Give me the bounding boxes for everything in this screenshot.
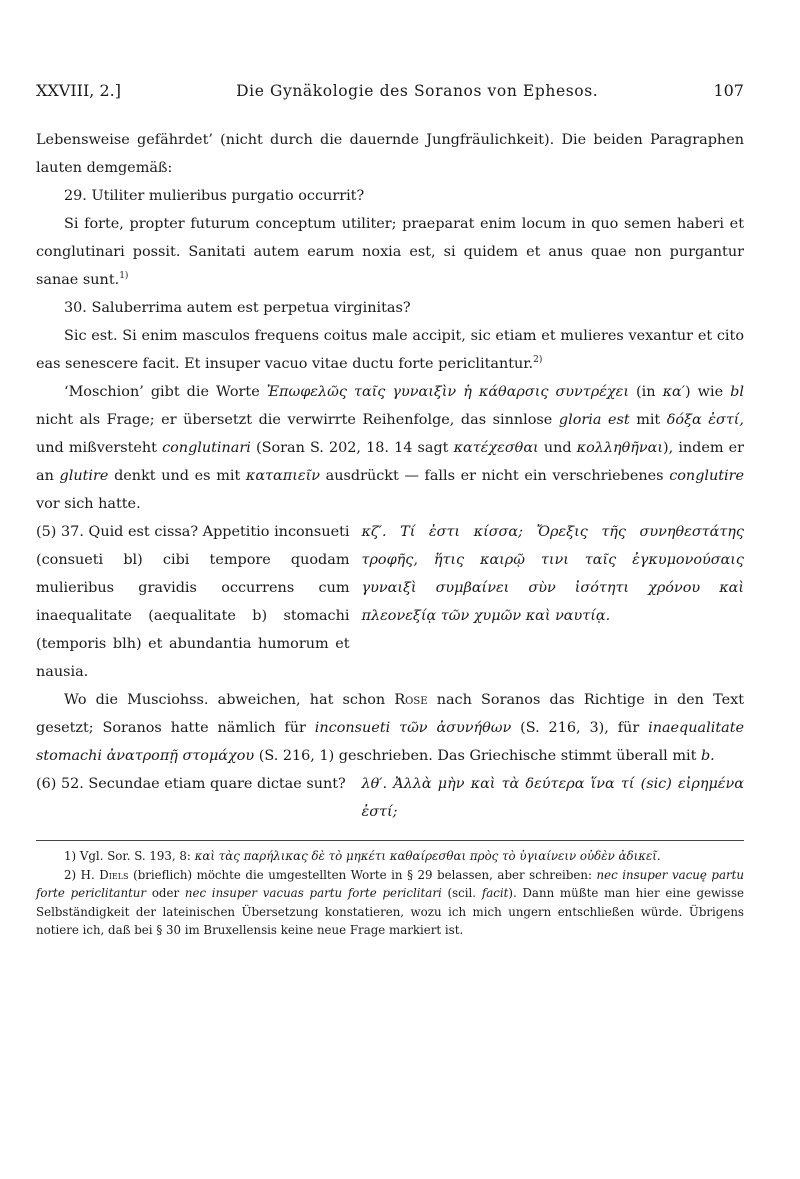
footnote-1 xyxy=(36,847,744,866)
main-text xyxy=(36,126,744,826)
text-run: ), indem er an xyxy=(36,440,745,484)
latin-term: nec insuper vacuę partu forte periclitantur xyxy=(36,867,744,900)
latin-term: gloria est xyxy=(558,412,630,428)
latin-term: facit xyxy=(481,886,509,900)
footnote-2 xyxy=(36,866,744,940)
question-30-body xyxy=(36,322,744,378)
text-run: nach Soranos das Richtige in den Text gesetzt; Soranos hatte nämlich für xyxy=(36,692,744,736)
header-title: Die Gynäkologie des Soranos von Ephesos. xyxy=(236,82,599,100)
siglum: b. xyxy=(700,748,715,764)
author-name: Diels xyxy=(99,867,129,882)
cissa-parallel-text xyxy=(36,518,744,686)
latin-term: conglutinari xyxy=(162,440,251,456)
text-run: und mißversteht xyxy=(36,440,157,456)
text-run: ) wie xyxy=(685,384,724,400)
text-run: denkt und es mit xyxy=(114,468,241,484)
text-run: (scil. xyxy=(447,886,477,900)
page-number: 107 xyxy=(713,81,744,100)
header-section: XXVIII, 2.] xyxy=(36,81,121,100)
moschion-paragraph xyxy=(36,378,744,518)
question-30-text: Sic est. Si enim masculos frequens coitus male accipit, sic etiam et mulieres vexantur et cito eas senescere facit. Et insuper vacuo vitae ductu forte periclitantur. xyxy=(36,328,744,372)
greek-phrase: καταπιεῖν xyxy=(245,468,320,484)
musciohss-paragraph xyxy=(36,686,744,770)
cissa-latin: (5) 37. Quid est cissa? Appetitio inconsueti (consueti bl) cibi tempore quodam mulieribus gravidis occurrens cum inaequalitate (aequalitate b) stomachi (temporis blh) et abundantia humorum et nausia. xyxy=(36,524,350,680)
text-run: (S. 216, 3), für xyxy=(520,720,640,736)
greek-phrase: καὶ τὰς παρήλικας δὲ τὸ μηκέτι καθαίρεσθαι πρὸς τὸ ὑγιαίνειν οὐδὲν ἀδικεῖ. xyxy=(194,849,661,863)
intro-paragraph: Lebensweise gefährdet’ (nicht durch die dauernde Jungfräulichkeit). Die beiden Paragraphen lauten demgemäß: xyxy=(36,132,744,176)
greek-phrase: δόξα ἐστί, xyxy=(666,412,744,428)
greek-phrase: τῶν ἀσυνήθων xyxy=(399,720,512,736)
text-run: ausdrückt — falls er nicht ein verschriebenes xyxy=(325,468,664,484)
footnote-ref-2[interactable]: 2) xyxy=(533,355,543,366)
greek-phrase: Ἐπωφελῶς ταῖς γυναιξὶν ἡ κάθαρσις συντρέχει xyxy=(266,384,629,400)
text-run: (in xyxy=(636,384,656,400)
greek-phrase: κολληθῆναι xyxy=(576,440,664,456)
footnote-ref-1[interactable]: 1) xyxy=(119,271,129,282)
text-run: 1) Vgl. Sor. S. 193, 8: xyxy=(64,849,191,863)
text-run: und xyxy=(543,440,572,456)
latin-term: nec insuper vacuas partu forte periclitari xyxy=(184,886,442,900)
latin-term: inaequalitate stomachi xyxy=(36,720,744,764)
running-head xyxy=(36,80,744,102)
question-29-body xyxy=(36,210,744,294)
text-run: oder xyxy=(151,886,180,900)
latin-term: inconsueti xyxy=(314,720,391,736)
text-run: (Soran S. 202, 18. 14 sagt xyxy=(255,440,449,456)
text-run: Wo die Musciohss. abweichen, hat schon xyxy=(64,692,386,708)
footnote-divider xyxy=(36,840,744,841)
siglum: bl xyxy=(730,384,744,400)
secundae-parallel-text xyxy=(36,770,744,826)
greek-phrase: ἀνατροπῇ στομάχου xyxy=(106,748,255,764)
text-run: ‘Moschion’ gibt die Worte xyxy=(64,384,260,400)
latin-term: conglutire xyxy=(669,468,745,484)
text-run: 2) H. xyxy=(64,867,95,882)
greek-siglum: κα′ xyxy=(662,384,686,400)
question-29-text: Si forte, propter futurum conceptum utiliter; praeparat enim locum in quo semen haberi et conglutinari possit. Sanitati autem earum noxia est, si quidem et anus quae non purgantur sanae sunt. xyxy=(36,216,744,288)
text-run: vor sich hatte. xyxy=(36,496,141,512)
author-name: Rose xyxy=(394,692,428,708)
text-run: mit xyxy=(636,412,661,428)
question-30-title: 30. Saluberrima autem est perpetua virginitas? xyxy=(64,300,411,316)
text-run: ). Dann müßte man hier eine gewisse Selbständigkeit der lateinischen Übersetzung konstatieren, wozu ich mich ungern entschließen würde. Übrigens notiere ich, daß bei § 30 im Bruxellensis keine neue Frage markiert ist. xyxy=(36,886,745,937)
secundae-latin: (6) 52. Secundae etiam quare dictae sunt? xyxy=(36,776,346,792)
greek-phrase: κατέχεσθαι xyxy=(453,440,539,456)
footnotes xyxy=(36,847,744,940)
text-run: (brieflich) möchte die umgestellten Worte in § 29 belassen, aber schreiben: xyxy=(133,867,592,882)
latin-term: glutire xyxy=(59,468,109,484)
text-run: (S. 216, 1) geschrieben. Das Griechische stimmt überall mit xyxy=(258,748,697,764)
secundae-greek: λθ′. Ἀλλὰ μὴν καὶ τὰ δεύτερα ἵνα τί (sic) εἰρημένα ἐστί; xyxy=(361,776,744,820)
cissa-greek: κζ′. Τί ἐστι κίσσα; Ὄρεξις τῆς συνηθεστάτης τροφῆς, ἥτις καιρῷ τινι ταῖς ἐγκυμονούσαις γυναιξὶ συμβαίνει σὺν ἰσότητι χρόνου καὶ πλεονεξίᾳ τῶν χυμῶν καὶ ναυτίᾳ. xyxy=(361,524,744,624)
question-29-title: 29. Utiliter mulieribus purgatio occurrit? xyxy=(64,188,365,204)
text-run: nicht als Frage; er übersetzt die verwirrte Reihenfolge, das sinnlose xyxy=(36,412,553,428)
